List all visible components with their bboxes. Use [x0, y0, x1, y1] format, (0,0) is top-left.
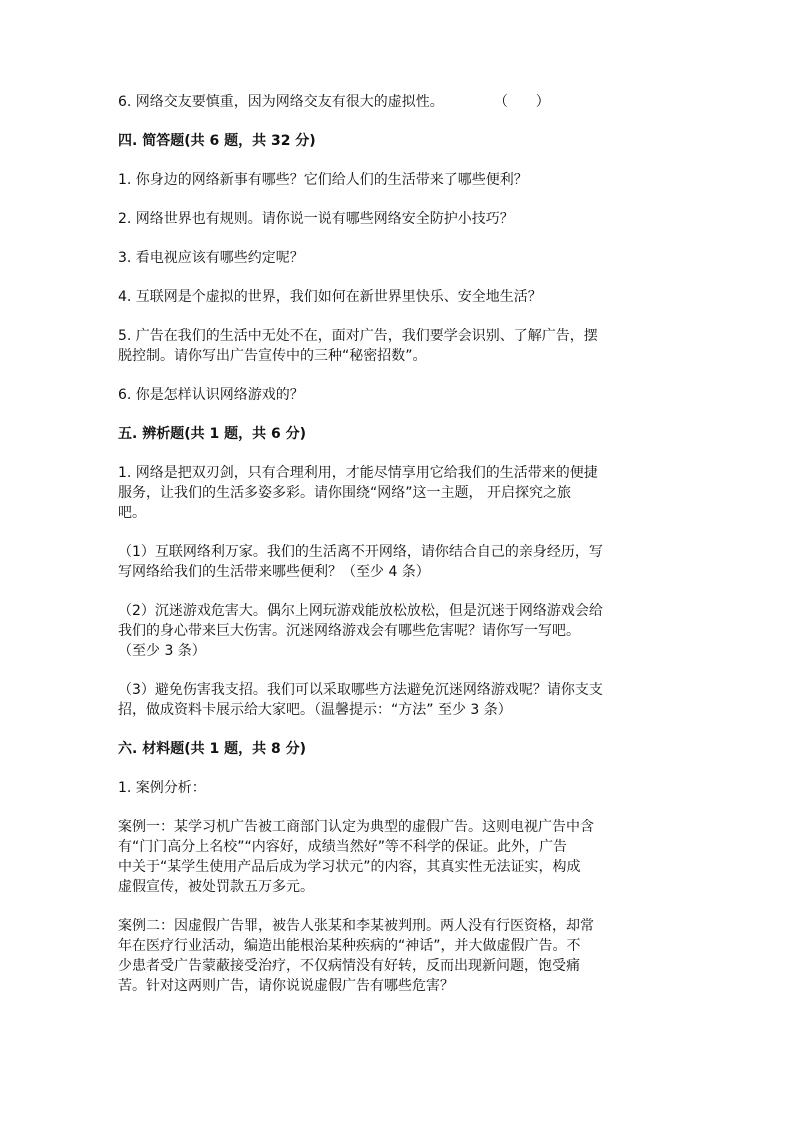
analysis-sub-1-line-1: （1）互联网络利万家。我们的生活离不开网络，请你结合自己的亲身经历，写 — [118, 544, 603, 560]
short-question-5-line-2: 脱控制。请你写出广告宣传中的三种“秘密招数”。 — [118, 348, 427, 364]
analysis-sub-2-line-1: （2）沉迷游戏危害大。偶尔上网玩游戏能放松放松，但是沉迷于网络游戏会给 — [118, 603, 603, 619]
analysis-intro-line-3: 吧。 — [118, 505, 146, 521]
short-question-4: 4. 互联网是个虚拟的世界，我们如何在新世界里快乐、安全地生活？ — [118, 289, 542, 305]
analysis-sub-3-line-1: （3）避免伤害我支招。我们可以采取哪些方法避免沉迷网络游戏呢？请你支支 — [118, 682, 603, 698]
case-2-line-2: 年在医疗行业活动，编造出能根治某种疾病的“神话”，并大做虚假广告。不 — [118, 938, 581, 954]
analysis-sub-1-line-2: 写网络给我们的生活带来哪些便利？（至少 4 条） — [118, 564, 430, 580]
short-question-1: 1. 你身边的网络新事有哪些？它们给人们的生活带来了哪些便利？ — [118, 172, 528, 188]
material-question-1: 1. 案例分析： — [118, 780, 206, 796]
case-2-line-4: 苦。针对这两则广告，请你说说虚假广告有哪些危害？ — [118, 978, 454, 994]
short-question-2: 2. 网络世界也有规则。请你说一说有哪些网络安全防护小技巧？ — [118, 211, 514, 227]
analysis-intro-line-1: 1. 网络是把双刃剑，只有合理利用，才能尽情享用它给我们的生活带来的便捷 — [118, 465, 598, 481]
judge-question-6-text: 6. 网络交友要慎重，因为网络交友有很大的虚拟性。 — [118, 94, 444, 110]
analysis-sub-3-line-2: 招，做成资料卡展示给大家吧。（温馨提示：“方法” 至少 3 条） — [118, 702, 512, 718]
section-5-title: 五. 辨析题(共 1 题，共 6 分) — [118, 426, 306, 442]
case-1-line-3: 中关于“某学生使用产品后成为学习状元”的内容，其真实性无法证实，构成 — [118, 859, 581, 875]
short-question-5-line-1: 5. 广告在我们的生活中无处不在，面对广告，我们要学会识别、了解广告，摆 — [118, 328, 598, 344]
short-question-3: 3. 看电视应该有哪些约定呢？ — [118, 250, 304, 266]
analysis-sub-2-line-3: （至少 3 条） — [118, 643, 206, 659]
short-question-6: 6. 你是怎样认识网络游戏的？ — [118, 387, 304, 403]
judge-question-6 — [118, 92, 678, 112]
section-6-title: 六. 材料题(共 1 题，共 8 分) — [118, 741, 306, 757]
answer-parentheses: （ ） — [493, 94, 550, 110]
case-1-line-4: 虚假宣传，被处罚款五万多元。 — [118, 879, 314, 895]
document-page — [118, 92, 678, 996]
case-2-line-1: 案例二：因虚假广告罪，被告人张某和李某被判刑。两人没有行医资格，却常 — [118, 918, 594, 934]
case-1-line-2: 有“门门高分上名校”“内容好，成绩当然好”等不科学的保证。此外，广告 — [118, 839, 568, 855]
case-1-line-1: 案例一：某学习机广告被工商部门认定为典型的虚假广告。这则电视广告中含 — [118, 819, 594, 835]
analysis-sub-2-line-2: 我们的身心带来巨大伤害。沉迷网络游戏会有哪些危害呢？请你写一写吧。 — [118, 623, 580, 639]
case-2-line-3: 少患者受广告蒙蔽接受治疗，不仅病情没有好转，反而出现新问题，饱受痛 — [118, 958, 580, 974]
analysis-intro-line-2: 服务，让我们的生活多姿多彩。请你围绕“网络”这一主题， 开启探究之旅 — [118, 485, 571, 501]
section-4-title: 四. 简答题(共 6 题，共 32 分) — [118, 133, 316, 149]
